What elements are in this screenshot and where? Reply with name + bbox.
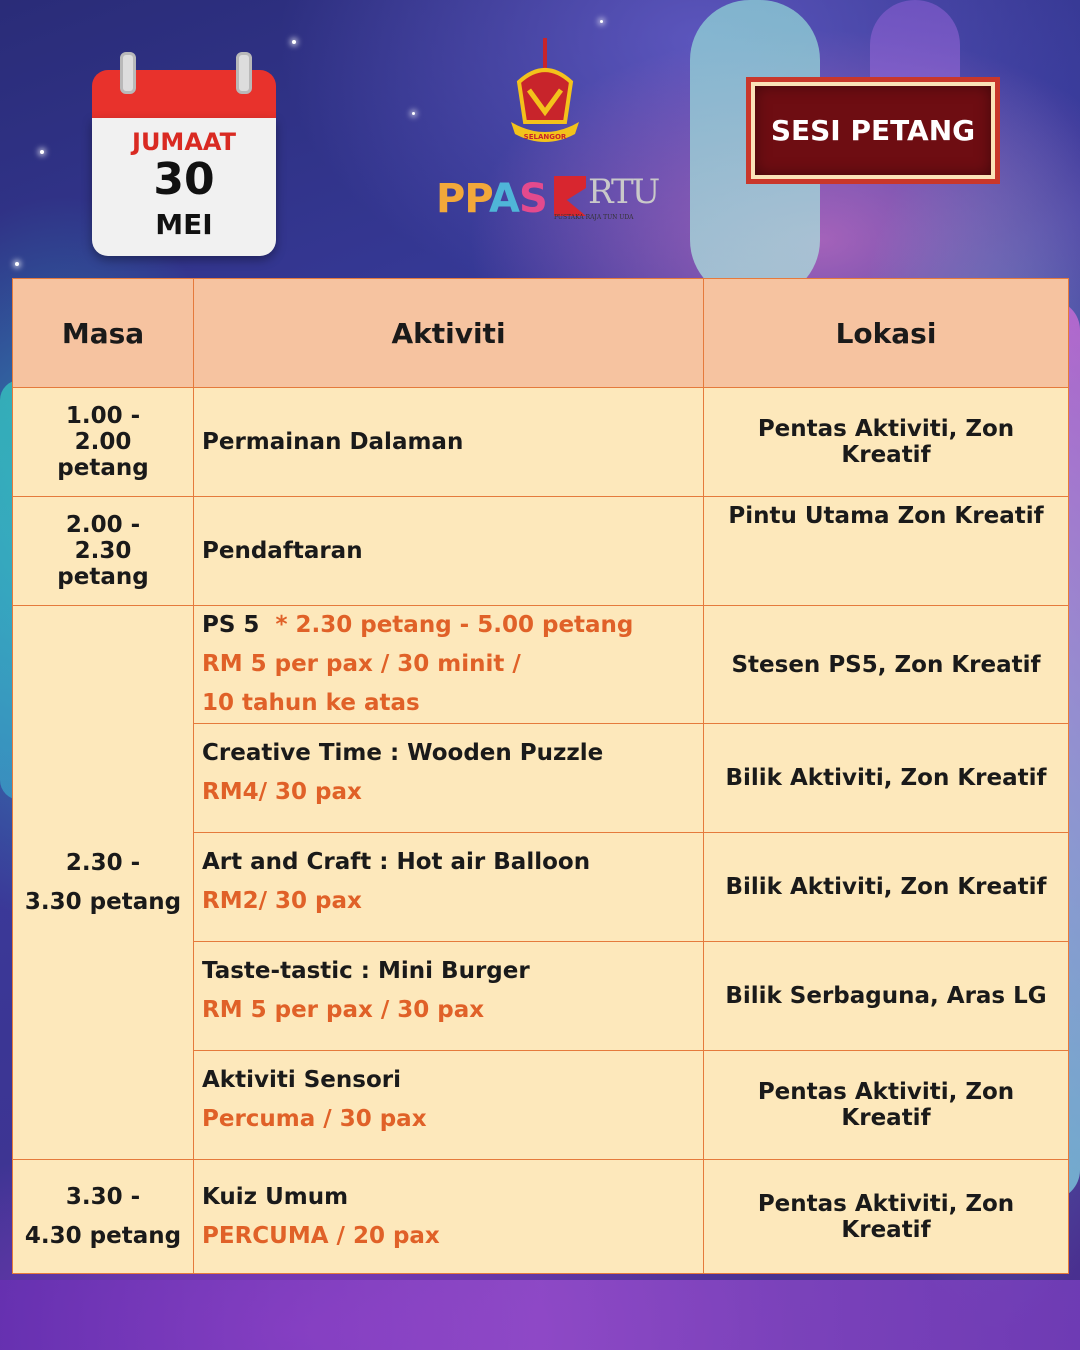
activity-detail: RM2/ 30 pax <box>202 888 362 914</box>
activity-cell: Pendaftaran <box>194 497 704 606</box>
activity-cell <box>194 1051 704 1160</box>
ppas-logo-text: PP <box>436 176 489 222</box>
masa-cell: 2.30 - 3.30 petang <box>13 606 194 1160</box>
activity-title-line <box>202 606 695 645</box>
activity-time-note: * 2.30 petang - 5.00 petang <box>275 612 634 638</box>
calendar-date: 30 <box>153 154 215 205</box>
calendar-month: MEI <box>155 208 213 241</box>
activity-title: Taste-tastic : Mini Burger <box>202 958 530 984</box>
background-shape <box>0 1280 1080 1350</box>
location-cell: Stesen PS5, Zon Kreatif <box>704 606 1069 724</box>
rtu-logo-subtitle: PUSTAKA RAJA TUN UDA <box>554 214 634 221</box>
schedule-table <box>12 278 1069 1274</box>
activity-title: Kuiz Umum <box>202 1183 349 1210</box>
activity-detail: RM 5 per pax / 30 minit / <box>202 651 521 677</box>
ppas-logo-text: S <box>518 176 547 222</box>
header-aktiviti: Aktiviti <box>194 279 704 388</box>
rtu-logo-text: RTU <box>588 172 659 212</box>
star-decoration <box>600 20 603 23</box>
table-row <box>13 497 1069 606</box>
activity-cell <box>194 942 704 1051</box>
ppas-logo-text: A <box>488 176 519 222</box>
activity-title: Aktiviti Sensori <box>202 1067 401 1093</box>
activity-title: Creative Time : Wooden Puzzle <box>202 740 604 766</box>
activity-cell <box>194 1160 704 1274</box>
activity-cell <box>194 606 704 724</box>
star-decoration <box>40 150 44 154</box>
masa-cell: 3.30 - 4.30 petang <box>13 1160 194 1274</box>
masa-cell: 2.00 - 2.30 petang <box>13 497 194 606</box>
table-row <box>13 1160 1069 1274</box>
header-masa: Masa <box>13 279 194 388</box>
star-decoration <box>15 262 19 266</box>
table-row <box>13 388 1069 497</box>
selangor-crest-logo <box>505 38 585 150</box>
activity-detail: Percuma / 30 pax <box>202 1106 427 1132</box>
rtu-logo-mark <box>554 176 586 216</box>
location-cell: Bilik Aktiviti, Zon Kreatif <box>704 724 1069 833</box>
location-cell: Pentas Aktiviti, Zon Kreatif <box>704 388 1069 497</box>
rtu-logo <box>554 172 659 224</box>
ppas-logo <box>436 176 547 222</box>
activity-detail: PERCUMA / 20 pax <box>202 1222 440 1249</box>
star-decoration <box>292 40 296 44</box>
activity-title: Art and Craft : Hot air Balloon <box>202 849 591 875</box>
table-header-row <box>13 279 1069 388</box>
masa-cell: 1.00 - 2.00 petang <box>13 388 194 497</box>
crest-caption: SELANGOR <box>523 133 567 141</box>
header-lokasi: Lokasi <box>704 279 1069 388</box>
calendar-ring-icon <box>120 52 136 94</box>
calendar-ring-icon <box>236 52 252 94</box>
date-calendar <box>92 70 276 256</box>
session-title: SESI PETANG <box>770 114 976 147</box>
location-cell: Pentas Aktiviti, Zon Kreatif <box>704 1160 1069 1274</box>
activity-cell <box>194 724 704 833</box>
calendar-day: JUMAAT <box>132 128 236 156</box>
activity-detail: RM 5 per pax / 30 pax <box>202 997 485 1023</box>
session-sign <box>746 77 1000 184</box>
activity-detail: 10 tahun ke atas <box>202 690 420 716</box>
location-cell: Bilik Aktiviti, Zon Kreatif <box>704 833 1069 942</box>
activity-cell: Permainan Dalaman <box>194 388 704 497</box>
activity-title: PS 5 <box>202 612 260 638</box>
location-cell: Pentas Aktiviti, Zon Kreatif <box>704 1051 1069 1160</box>
star-decoration <box>412 112 415 115</box>
location-cell: Bilik Serbaguna, Aras LG <box>704 942 1069 1051</box>
activity-detail: RM4/ 30 pax <box>202 779 362 805</box>
table-row <box>13 606 1069 724</box>
location-cell: Pintu Utama Zon Kreatif <box>704 497 1069 606</box>
activity-cell <box>194 833 704 942</box>
